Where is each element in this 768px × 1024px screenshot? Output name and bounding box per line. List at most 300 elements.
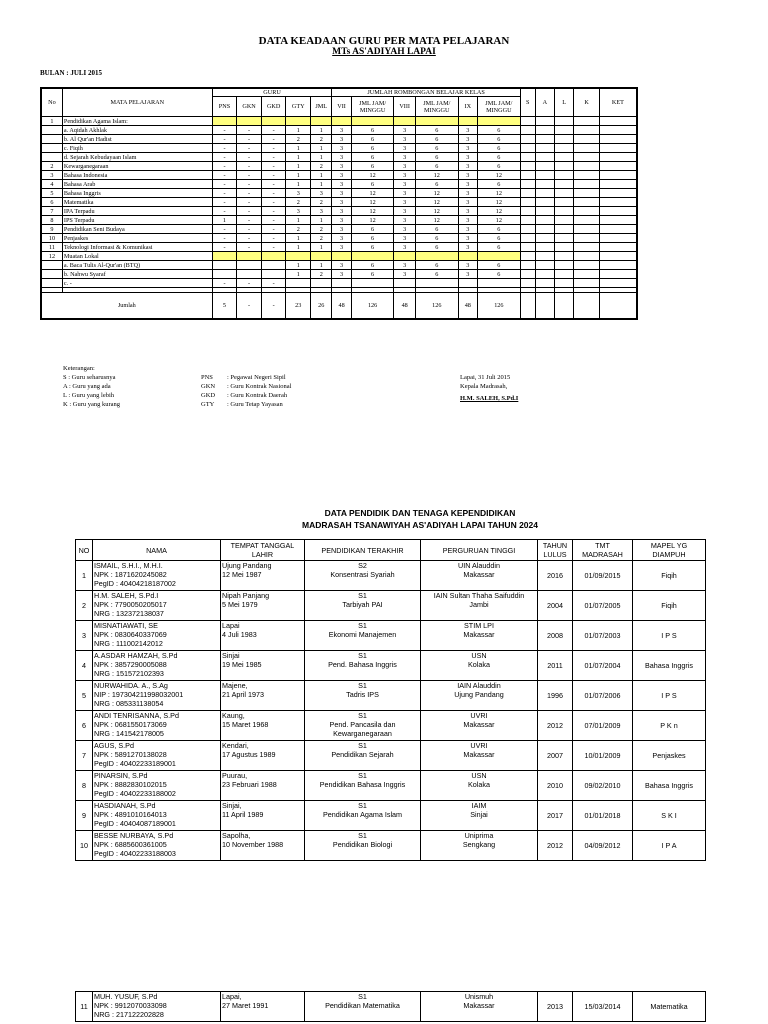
table-row	[76, 681, 706, 711]
keterangan-title: Keterangan:	[63, 365, 95, 372]
cell-tmt: 04/09/2012	[573, 831, 633, 861]
staff-name: A.ASDAR HAMZAH, S.Pd	[94, 651, 178, 660]
ket-desc-gkn: : Guru Kontrak Nasional	[227, 383, 292, 390]
cell-empty	[520, 207, 535, 216]
birth-date: 5 Mei 1979	[222, 600, 258, 609]
cell-viii: 3	[394, 270, 415, 279]
cell-tmt: 01/07/2003	[573, 621, 633, 651]
cell-ix: 3	[458, 189, 477, 198]
cell-gkd: -	[261, 225, 286, 234]
cell-empty	[520, 225, 535, 234]
ket-code-gty: GTY	[201, 401, 215, 408]
cell-j9	[477, 117, 520, 126]
cell-mapel: Fiqih	[633, 591, 706, 621]
cell-mapel: b. Al Qur'an Hadist	[62, 135, 212, 144]
cell-ix: 3	[458, 126, 477, 135]
university: Unismuh	[464, 992, 494, 1001]
cell-empty	[535, 225, 554, 234]
cell-gkd	[261, 261, 286, 270]
cell-j7: 12	[351, 198, 394, 207]
table-row	[76, 651, 706, 681]
col-vii: VII	[332, 97, 351, 117]
major-cont: Kewarganegaraan	[333, 729, 392, 738]
cell-empty	[554, 162, 573, 171]
cell-tmt: 01/07/2006	[573, 681, 633, 711]
major: Ekonomi Manajemen	[328, 630, 397, 639]
cell-viii: 3	[394, 153, 415, 162]
cell-ttl	[221, 771, 305, 801]
cell-gkd	[261, 117, 286, 126]
cell-no: 5	[76, 681, 93, 711]
cell-j7: 12	[351, 171, 394, 180]
cell-empty	[599, 198, 637, 207]
cell-empty	[535, 162, 554, 171]
table-row	[41, 162, 637, 171]
cell-empty	[520, 243, 535, 252]
university: STIM LPI	[464, 621, 494, 630]
cell-tmt: 10/01/2009	[573, 741, 633, 771]
row11-mapel: Matematika	[633, 992, 706, 1022]
degree: S1	[358, 651, 367, 660]
cell-vii	[332, 252, 351, 261]
cell-vii: 3	[332, 261, 351, 270]
cell-empty	[535, 153, 554, 162]
cell-no	[41, 261, 62, 270]
cell-j9: 12	[477, 198, 520, 207]
cell-empty	[554, 252, 573, 261]
cell-empty	[535, 180, 554, 189]
cell-j7: 6	[351, 153, 394, 162]
staff-id-1: NPK : 9912070033098	[94, 1001, 167, 1010]
major: Pendidikan Sejarah	[331, 750, 394, 759]
col-a: A	[535, 88, 554, 117]
total-j7: 126	[351, 293, 394, 320]
cell-no	[41, 279, 62, 288]
cell-pns	[212, 117, 237, 126]
ket-a: A : Guru yang ada	[63, 383, 111, 390]
staff-id-1: NPK : 0830640337069	[94, 630, 167, 639]
cell-gkn: -	[237, 234, 262, 243]
cell-mapel: IPS Terpadu	[62, 216, 212, 225]
row11-ttl	[221, 992, 305, 1022]
table-row	[76, 621, 706, 651]
cell-j9: 6	[477, 135, 520, 144]
table-row	[41, 207, 637, 216]
cell-j7: 6	[351, 135, 394, 144]
cell-viii: 3	[394, 234, 415, 243]
cell-pend	[305, 681, 421, 711]
cell-empty	[574, 171, 600, 180]
cell-no: 8	[76, 771, 93, 801]
table-row	[41, 243, 637, 252]
cell-mapel: Bahasa Indonesia	[62, 171, 212, 180]
cell-empty	[520, 144, 535, 153]
cell-lulus: 2004	[538, 591, 573, 621]
cell-empty	[599, 207, 637, 216]
ket-code-pns: PNS	[201, 374, 213, 381]
cell-pend	[305, 771, 421, 801]
col2-mapel: MAPEL YG DIAMPUH	[633, 540, 706, 561]
birth-date: 12 Mei 1987	[222, 570, 262, 579]
university: UVRI	[470, 741, 488, 750]
cell-gkd	[261, 270, 286, 279]
ket-desc-pns: : Pegawai Negeri Sipil	[227, 374, 286, 381]
cell-gkd: -	[261, 180, 286, 189]
cell-jml: 1	[311, 180, 332, 189]
ket-desc-gkd: : Guru Kontrak Daerah	[227, 392, 288, 399]
cell-vii: 3	[332, 198, 351, 207]
cell-gty: 1	[286, 234, 311, 243]
university-city: Makassar	[463, 570, 495, 579]
cell-mapel: P K n	[633, 711, 706, 741]
cell-empty	[554, 153, 573, 162]
cell-j9: 12	[477, 171, 520, 180]
cell-j8: 6	[415, 180, 458, 189]
cell-gkn: -	[237, 180, 262, 189]
staff-name: ISMAIL, S.H.I., M.H.I.	[94, 561, 163, 570]
birth-date: 17 Agustus 1989	[222, 750, 276, 759]
cell-gkd: -	[261, 171, 286, 180]
cell-empty	[574, 270, 600, 279]
cell-empty	[535, 135, 554, 144]
cell-j8: 12	[415, 207, 458, 216]
doc1-subtitle: MTs AS'ADIYAH LAPAI	[332, 47, 436, 57]
cell-empty	[599, 180, 637, 189]
cell-j7: 6	[351, 270, 394, 279]
col2-no: NO	[76, 540, 93, 561]
cell-empty	[599, 234, 637, 243]
cell-no: 6	[41, 198, 62, 207]
col-guru: GURU	[212, 88, 332, 97]
cell-j9: 6	[477, 243, 520, 252]
cell-no: 10	[76, 831, 93, 861]
cell-j7: 12	[351, 207, 394, 216]
cell-viii: 3	[394, 243, 415, 252]
cell-ix: 3	[458, 270, 477, 279]
cell-lulus: 2012	[538, 711, 573, 741]
cell-j9: 6	[477, 180, 520, 189]
cell-empty	[554, 261, 573, 270]
cell-mapel: Fiqih	[633, 561, 706, 591]
cell-empty	[599, 153, 637, 162]
cell-ix: 3	[458, 153, 477, 162]
cell-empty	[574, 261, 600, 270]
cell-empty	[599, 261, 637, 270]
major: Pendidikan Matematika	[325, 1001, 400, 1010]
cell-pend	[305, 801, 421, 831]
university: IAIN Sultan Thaha Saifuddin	[433, 591, 525, 600]
cell-j8: 6	[415, 153, 458, 162]
major: Pendidikan Biologi	[332, 840, 393, 849]
table-row	[41, 144, 637, 153]
cell-no	[41, 270, 62, 279]
cell-empty	[574, 243, 600, 252]
sign-name: H.M. SALEH, S.Pd.I	[460, 395, 519, 402]
sign-position: Kepala Madrasah,	[460, 383, 508, 390]
staff-name: MUH. YUSUF, S.Pd	[94, 992, 158, 1001]
cell-gkd: -	[261, 243, 286, 252]
staff-id-2: NRG : 085331138054	[94, 699, 164, 708]
cell-no: 4	[41, 180, 62, 189]
cell-mapel: Bahasa Inggris	[633, 771, 706, 801]
cell-empty	[535, 117, 554, 126]
cell-empty	[520, 216, 535, 225]
degree: S1	[358, 681, 367, 690]
cell-empty	[554, 225, 573, 234]
staff-id-1: NPK : 8882830102015	[94, 780, 167, 789]
cell-pns: -	[212, 279, 237, 288]
cell-mapel: Kewarganegaraan	[62, 162, 212, 171]
cell-nama	[93, 621, 221, 651]
cell-ix: 3	[458, 162, 477, 171]
staff-name: ANDI TENRISANNA, S.Pd	[94, 711, 179, 720]
cell-nama	[93, 681, 221, 711]
cell-empty	[574, 198, 600, 207]
cell-mapel: d. Sejarah Kebudayaan Islam	[62, 153, 212, 162]
cell-no: 2	[41, 162, 62, 171]
cell-jml: 2	[311, 198, 332, 207]
cell-gkn: -	[237, 243, 262, 252]
cell-viii: 3	[394, 189, 415, 198]
cell-ix: 3	[458, 135, 477, 144]
col-l: L	[554, 88, 573, 117]
university-city: Jambi	[469, 600, 489, 609]
table-row	[41, 261, 637, 270]
cell-jml: 3	[311, 189, 332, 198]
cell-gkn: -	[237, 198, 262, 207]
cell-gkd: -	[261, 234, 286, 243]
major: Pend. Bahasa Inggris	[328, 660, 397, 669]
cell-j9: 6	[477, 126, 520, 135]
cell-jml: 3	[311, 207, 332, 216]
cell-pns: -	[212, 135, 237, 144]
cell-viii: 3	[394, 225, 415, 234]
cell-j8: 12	[415, 189, 458, 198]
col-pns: PNS	[212, 97, 237, 117]
cell-mapel: I P S	[633, 681, 706, 711]
university: UVRI	[470, 711, 488, 720]
university: Uniprima	[464, 831, 494, 840]
cell-gty: 1	[286, 162, 311, 171]
cell-j8	[415, 279, 458, 288]
degree: S1	[358, 621, 367, 630]
doc2-title1: DATA PENDIDIK DAN TENAGA KEPENDIDIKAN	[324, 508, 516, 518]
cell-vii: 3	[332, 189, 351, 198]
cell-gty: 3	[286, 207, 311, 216]
table-row	[76, 831, 706, 861]
cell-empty	[520, 261, 535, 270]
cell-ttl	[221, 681, 305, 711]
cell-lulus: 2010	[538, 771, 573, 801]
keterangan-desc	[227, 373, 291, 409]
cell-gkd	[261, 252, 286, 261]
cell-nama	[93, 561, 221, 591]
cell-no: 10	[41, 234, 62, 243]
keterangan-codes	[201, 373, 215, 409]
cell-ix: 3	[458, 261, 477, 270]
staff-id-2: NRG : 151572102393	[94, 669, 164, 678]
cell-gty	[286, 279, 311, 288]
cell-mapel: Penjaskes	[633, 741, 706, 771]
cell-empty	[554, 279, 573, 288]
cell-pns: -	[212, 243, 237, 252]
cell-empty	[554, 189, 573, 198]
cell-j7: 6	[351, 180, 394, 189]
university-city: Makassar	[463, 750, 495, 759]
cell-j9: 12	[477, 189, 520, 198]
cell-viii: 3	[394, 198, 415, 207]
cell-j7: 12	[351, 189, 394, 198]
cell-jml: 1	[311, 144, 332, 153]
cell-no	[41, 135, 62, 144]
degree: S1	[358, 831, 367, 840]
cell-j7: 12	[351, 216, 394, 225]
university: USN	[471, 771, 487, 780]
cell-mapel: Pendidikan Agama Islam:	[62, 117, 212, 126]
staff-id-2: PegID : 40404218187002	[94, 579, 176, 588]
cell-lulus: 2017	[538, 801, 573, 831]
row11-lulus: 2013	[538, 992, 573, 1022]
cell-j8: 6	[415, 234, 458, 243]
cell-pns: -	[212, 207, 237, 216]
staff-table-continued	[75, 991, 706, 1022]
cell-vii: 3	[332, 243, 351, 252]
cell-gkd: -	[261, 135, 286, 144]
table-row	[76, 801, 706, 831]
cell-gty: 1	[286, 261, 311, 270]
staff-id-2: NRG : 111002142012	[94, 639, 163, 648]
total-gkn: -	[237, 293, 262, 320]
cell-viii: 3	[394, 216, 415, 225]
col2-lulus: TAHUN LULUS	[538, 540, 573, 561]
cell-mapel: b. Nahwu Syaraf	[62, 270, 212, 279]
birth-date: 27 Maret 1991	[222, 1001, 269, 1010]
cell-j7: 6	[351, 162, 394, 171]
cell-empty	[574, 207, 600, 216]
cell-empty	[554, 198, 573, 207]
cell-jml: 2	[311, 270, 332, 279]
cell-pt	[421, 801, 538, 831]
cell-mapel: I P A	[633, 831, 706, 861]
row11-pend	[305, 992, 421, 1022]
major: Pend. Pancasila dan	[329, 720, 396, 729]
cell-empty	[574, 135, 600, 144]
col-rombel: JUMLAH ROMBONGAN BELAJAR KELAS	[332, 88, 520, 97]
cell-empty	[520, 234, 535, 243]
cell-pns: -	[212, 162, 237, 171]
cell-empty	[535, 171, 554, 180]
table-row	[76, 992, 706, 1022]
cell-empty	[535, 216, 554, 225]
cell-no: 7	[41, 207, 62, 216]
total-gty: 23	[286, 293, 311, 320]
cell-pns: -	[212, 198, 237, 207]
cell-mapel: Muatan Lokal	[62, 252, 212, 261]
cell-j9: 6	[477, 261, 520, 270]
cell-no: 3	[76, 621, 93, 651]
degree: S1	[358, 711, 367, 720]
cell-no: 1	[76, 561, 93, 591]
table-row	[41, 216, 637, 225]
cell-empty	[535, 198, 554, 207]
cell-no: 11	[41, 243, 62, 252]
birth-place: Sinjai	[222, 651, 240, 660]
table-row	[41, 198, 637, 207]
birth-date: 11 April 1989	[222, 810, 264, 819]
cell-pt	[421, 711, 538, 741]
cell-mapel: IPA Terpadu	[62, 207, 212, 216]
cell-pt	[421, 561, 538, 591]
cell-pend	[305, 711, 421, 741]
col-gty: GTY	[286, 97, 311, 117]
ket-s: S : Guru seharusnya	[63, 374, 116, 381]
cell-gkd: -	[261, 279, 286, 288]
cell-empty	[535, 243, 554, 252]
cell-empty	[554, 144, 573, 153]
cell-gkn: -	[237, 189, 262, 198]
col-gkd: GKD	[261, 97, 286, 117]
col2-tmt: TMT MADRASAH	[573, 540, 633, 561]
cell-pns: -	[212, 144, 237, 153]
col2-pend: PENDIDIKAN TERAKHIR	[305, 540, 421, 561]
cell-jml: 2	[311, 162, 332, 171]
cell-empty	[520, 279, 535, 288]
cell-viii: 3	[394, 144, 415, 153]
cell-j9: 6	[477, 225, 520, 234]
staff-name: BESSE NURBAYA, S.Pd	[94, 831, 174, 840]
cell-j8: 6	[415, 144, 458, 153]
cell-empty	[535, 126, 554, 135]
col-jml-jam-vii: JML JAM/ MINGGU	[351, 97, 394, 117]
table-row	[41, 135, 637, 144]
cell-empty	[554, 126, 573, 135]
col2-nama: NAMA	[93, 540, 221, 561]
cell-j7: 6	[351, 243, 394, 252]
cell-pns: -	[212, 225, 237, 234]
total-j9: 126	[477, 293, 520, 320]
row11-pt	[421, 992, 538, 1022]
cell-pt	[421, 651, 538, 681]
cell-empty	[574, 153, 600, 162]
cell-pt	[421, 741, 538, 771]
cell-jml	[311, 252, 332, 261]
table-row	[41, 225, 637, 234]
col-no: No	[41, 88, 62, 117]
cell-gkd: -	[261, 198, 286, 207]
cell-gkd: -	[261, 126, 286, 135]
cell-vii: 3	[332, 225, 351, 234]
cell-empty	[520, 252, 535, 261]
cell-no: 8	[41, 216, 62, 225]
staff-name: NURWAHIDA. A., S.Ag	[94, 681, 168, 690]
cell-j8: 12	[415, 216, 458, 225]
cell-no	[41, 144, 62, 153]
cell-empty	[535, 279, 554, 288]
cell-vii: 3	[332, 126, 351, 135]
total-vii: 48	[332, 293, 351, 320]
cell-j8: 12	[415, 171, 458, 180]
staff-name: PINARSIN, S.Pd	[94, 771, 148, 780]
row11-no: 11	[76, 992, 93, 1022]
cell-gty: 2	[286, 198, 311, 207]
university: IAIN Alauddin	[457, 681, 501, 690]
cell-empty	[599, 171, 637, 180]
cell-gty: 1	[286, 153, 311, 162]
cell-empty	[599, 225, 637, 234]
cell-j8: 6	[415, 225, 458, 234]
cell-gty: 1	[286, 171, 311, 180]
degree: S1	[358, 992, 367, 1001]
